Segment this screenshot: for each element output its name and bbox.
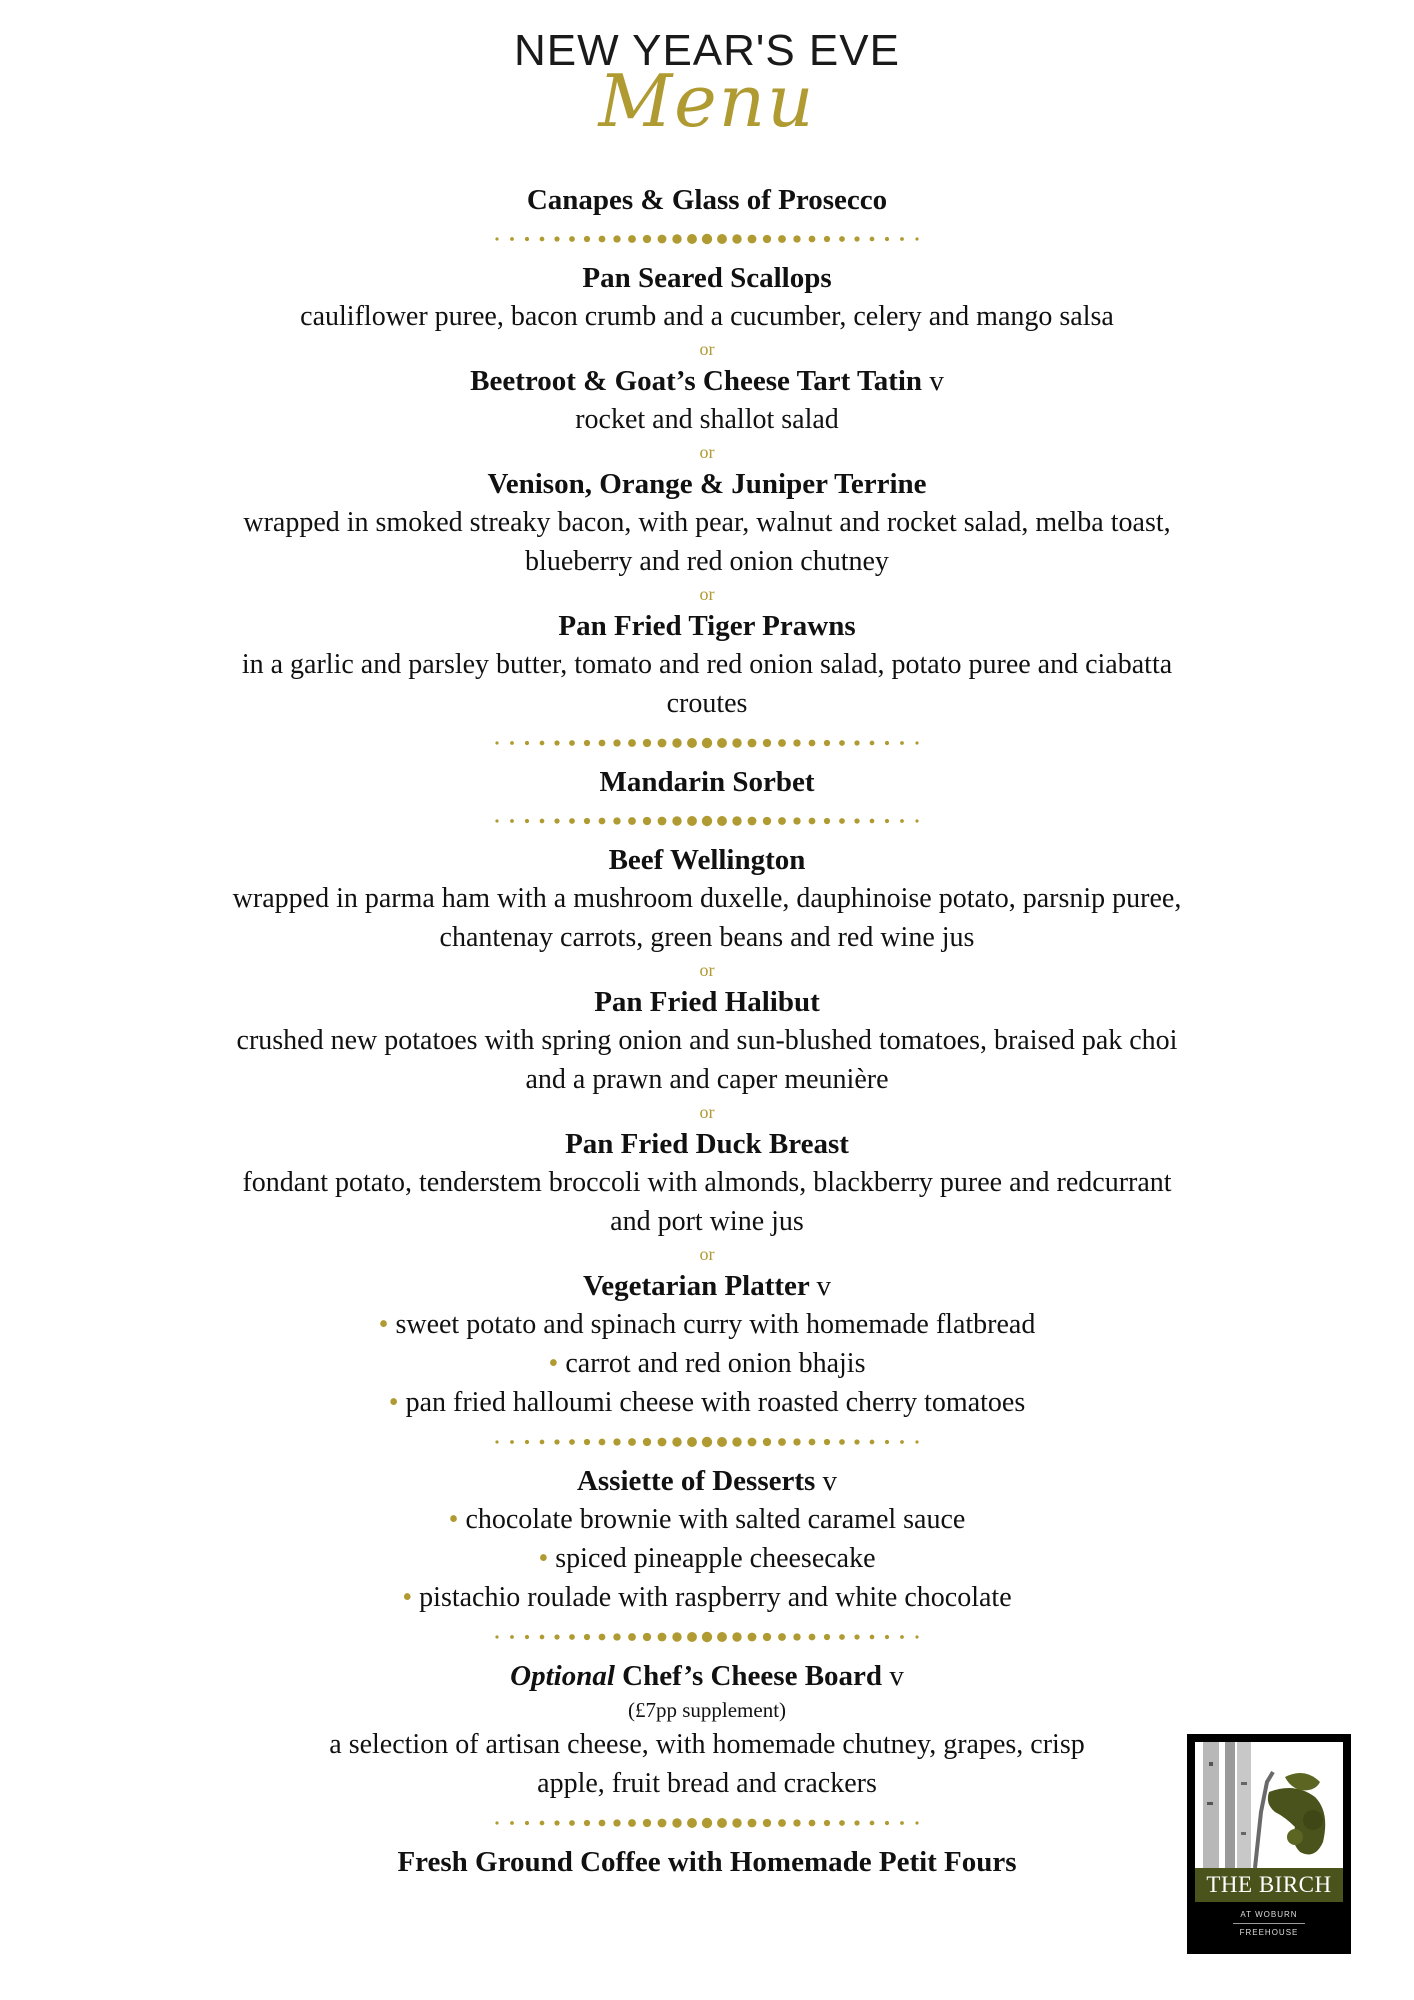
dotted-divider-icon bbox=[491, 232, 923, 246]
divider-dot bbox=[717, 234, 727, 244]
divider-dot bbox=[672, 1818, 681, 1827]
main-desc: fondant potato, tenderstem broccoli with almonds, blackberry puree and redcurrant bbox=[242, 1167, 1172, 1198]
main-desc: and port wine jus bbox=[610, 1206, 804, 1237]
menu-script-title: Menu bbox=[598, 59, 816, 143]
canapes-title: Canapes & Glass of Prosecco bbox=[526, 184, 888, 216]
divider-dot bbox=[643, 1819, 651, 1827]
divider-dot bbox=[870, 1440, 875, 1445]
divider-dot bbox=[554, 1820, 559, 1825]
divider-dot bbox=[702, 738, 712, 748]
divider-dot bbox=[525, 1635, 529, 1639]
divider-dot bbox=[658, 1633, 667, 1642]
dish-name: Beetroot & Goat’s Cheese Tart Tatin bbox=[470, 365, 923, 397]
divider-dot bbox=[643, 739, 651, 747]
dotted-divider-icon bbox=[491, 1816, 923, 1830]
divider-dot bbox=[824, 740, 830, 746]
divider-dot bbox=[525, 741, 529, 745]
divider-dot bbox=[824, 818, 830, 824]
divider-dot bbox=[510, 1821, 514, 1825]
divider-dot bbox=[628, 1438, 636, 1446]
dessert-item-text: spiced pineapple cheesecake bbox=[555, 1543, 876, 1574]
divider-dot bbox=[717, 738, 727, 748]
divider-dot bbox=[658, 739, 667, 748]
divider-dot bbox=[540, 237, 545, 242]
divider-dot bbox=[793, 1819, 800, 1826]
divider-dot bbox=[643, 1438, 651, 1446]
divider-dot bbox=[584, 236, 590, 242]
bullet-icon: • bbox=[538, 1543, 549, 1574]
divider-dot bbox=[854, 740, 859, 745]
divider-dot bbox=[915, 1635, 918, 1638]
divider-dot bbox=[854, 236, 859, 241]
vegetarian-mark: v bbox=[822, 1465, 838, 1497]
bullet-icon: • bbox=[388, 1387, 399, 1418]
supplement-note: (£7pp supplement) bbox=[627, 1698, 787, 1722]
cheese-title bbox=[0, 1657, 1414, 1695]
divider-dot bbox=[793, 739, 800, 746]
divider-dot bbox=[900, 1440, 904, 1444]
divider-dot bbox=[717, 1632, 727, 1642]
dessert-item bbox=[0, 1578, 1414, 1617]
divider-dot bbox=[824, 1820, 830, 1826]
divider-dot bbox=[870, 819, 875, 824]
dessert-title bbox=[0, 1462, 1414, 1500]
divider-dot bbox=[495, 1635, 498, 1638]
platter-item bbox=[0, 1305, 1414, 1344]
main-desc: wrapped in parma ham with a mushroom duxelle, dauphinoise potato, parsnip puree, bbox=[232, 883, 1182, 914]
starter-title: Pan Seared Scallops bbox=[582, 262, 832, 294]
divider-dot bbox=[778, 1438, 786, 1446]
divider-dot bbox=[748, 1819, 757, 1828]
dessert-item-text: chocolate brownie with salted caramel sauce bbox=[465, 1504, 966, 1535]
divider-dot bbox=[732, 1437, 741, 1446]
main-desc: chantenay carrots, green beans and red wine jus bbox=[439, 922, 975, 953]
bullet-icon: • bbox=[402, 1582, 413, 1613]
divider-dot bbox=[672, 816, 681, 825]
or-separator: or bbox=[699, 584, 715, 604]
divider-dot bbox=[900, 237, 904, 241]
divider-dot bbox=[584, 1439, 590, 1445]
divider-dot bbox=[525, 1440, 529, 1444]
divider-dot bbox=[793, 235, 800, 242]
divider-dot bbox=[569, 818, 575, 824]
divider-dot bbox=[613, 739, 620, 746]
platter-item bbox=[0, 1383, 1414, 1422]
divider-dot bbox=[839, 818, 845, 824]
divider-dot bbox=[628, 817, 636, 825]
logo-sub-line1: AT WOBURN bbox=[1240, 1910, 1298, 1919]
divider bbox=[0, 723, 1414, 763]
divider-dot bbox=[732, 738, 741, 747]
divider bbox=[0, 219, 1414, 259]
divider-dot bbox=[778, 1819, 786, 1827]
dish-name: Assiette of Desserts bbox=[576, 1465, 816, 1497]
sorbet-title: Mandarin Sorbet bbox=[599, 766, 815, 798]
page-title: NEW YEAR'S EVE bbox=[514, 26, 900, 75]
divider-dot bbox=[748, 1633, 757, 1642]
divider-dot bbox=[839, 1634, 845, 1640]
divider-dot bbox=[885, 237, 889, 241]
divider-dot bbox=[599, 236, 606, 243]
divider-dot bbox=[540, 1635, 545, 1640]
coffee-title: Fresh Ground Coffee with Homemade Petit Fours bbox=[397, 1846, 1017, 1878]
platter-item bbox=[0, 1344, 1414, 1383]
main-desc: crushed new potatoes with spring onion and sun-blushed tomatoes, braised pak choi bbox=[236, 1025, 1178, 1056]
divider-dot bbox=[658, 817, 667, 826]
cheese-desc: a selection of artisan cheese, with homemade chutney, grapes, crisp bbox=[329, 1729, 1085, 1760]
divider bbox=[0, 1617, 1414, 1657]
divider-dot bbox=[495, 1440, 498, 1443]
platter-item-text: pan fried halloumi cheese with roasted cherry tomatoes bbox=[405, 1387, 1026, 1418]
divider-dot bbox=[839, 1820, 845, 1826]
divider-dot bbox=[809, 1439, 816, 1446]
divider-dot bbox=[763, 1633, 771, 1641]
divider-dot bbox=[870, 741, 875, 746]
divider-dot bbox=[569, 236, 575, 242]
divider-dot bbox=[900, 1635, 904, 1639]
vegetarian-mark: v bbox=[929, 365, 944, 397]
logo-name: THE BIRCH bbox=[1195, 1868, 1343, 1902]
divider-dot bbox=[763, 1819, 771, 1827]
divider-dot bbox=[584, 1634, 590, 1640]
divider-dot bbox=[672, 738, 681, 747]
dotted-divider-icon bbox=[491, 814, 923, 828]
divider-dot bbox=[900, 819, 904, 823]
divider-dot bbox=[628, 235, 636, 243]
divider-dot bbox=[569, 1634, 575, 1640]
birch-logo bbox=[1187, 1734, 1351, 1954]
divider-dot bbox=[870, 237, 875, 242]
divider-dot bbox=[613, 1438, 620, 1445]
divider-dot bbox=[809, 740, 816, 747]
divider-dot bbox=[900, 741, 904, 745]
divider-dot bbox=[554, 740, 559, 745]
divider-dot bbox=[854, 818, 859, 823]
divider-dot bbox=[599, 818, 606, 825]
main-title: Pan Fried Duck Breast bbox=[565, 1128, 849, 1160]
divider-dot bbox=[793, 817, 800, 824]
divider-dot bbox=[748, 1438, 757, 1447]
platter-item-text: carrot and red onion bhajis bbox=[565, 1348, 866, 1379]
divider-dot bbox=[793, 1633, 800, 1640]
divider-dot bbox=[525, 1821, 529, 1825]
divider-dot bbox=[854, 1820, 859, 1825]
divider-dot bbox=[702, 1632, 712, 1642]
logo-sub-line2: FREEHOUSE bbox=[1239, 1928, 1299, 1937]
divider-dot bbox=[839, 740, 845, 746]
divider-dot bbox=[540, 741, 545, 746]
starter-title: Venison, Orange & Juniper Terrine bbox=[487, 468, 927, 500]
divider-dot bbox=[687, 738, 697, 748]
divider-dot bbox=[778, 1633, 786, 1641]
divider-dot bbox=[839, 1439, 845, 1445]
divider-dot bbox=[658, 1819, 667, 1828]
divider-dot bbox=[824, 236, 830, 242]
starter-desc: in a garlic and parsley butter, tomato and red onion salad, potato puree and ciabatta bbox=[241, 649, 1173, 680]
starter-desc: rocket and shallot salad bbox=[575, 404, 839, 435]
divider-dot bbox=[569, 1439, 575, 1445]
divider-dot bbox=[613, 1819, 620, 1826]
divider bbox=[0, 1422, 1414, 1462]
divider-dot bbox=[748, 235, 757, 244]
or-separator: or bbox=[699, 960, 715, 980]
divider-dot bbox=[778, 235, 786, 243]
divider-dot bbox=[643, 1633, 651, 1641]
divider-dot bbox=[915, 237, 918, 240]
divider-dot bbox=[687, 1818, 697, 1828]
divider-dot bbox=[628, 1633, 636, 1641]
divider-dot bbox=[702, 1818, 712, 1828]
divider-dot bbox=[717, 1437, 727, 1447]
divider-dot bbox=[510, 1635, 514, 1639]
bullet-icon: • bbox=[448, 1504, 459, 1535]
or-separator: or bbox=[699, 1244, 715, 1264]
dotted-divider-icon bbox=[491, 1630, 923, 1644]
divider bbox=[0, 801, 1414, 841]
dotted-divider-icon bbox=[491, 736, 923, 750]
divider-dot bbox=[569, 740, 575, 746]
divider-dot bbox=[824, 1439, 830, 1445]
divider-dot bbox=[613, 817, 620, 824]
divider-dot bbox=[809, 818, 816, 825]
divider-dot bbox=[525, 819, 529, 823]
divider-dot bbox=[763, 1438, 771, 1446]
divider-dot bbox=[809, 1820, 816, 1827]
divider-dot bbox=[732, 1632, 741, 1641]
divider-dot bbox=[540, 1440, 545, 1445]
divider-dot bbox=[643, 817, 651, 825]
divider-dot bbox=[540, 1821, 545, 1826]
divider-dot bbox=[763, 817, 771, 825]
vegetarian-mark: v bbox=[889, 1660, 904, 1692]
starter-desc: croutes bbox=[666, 688, 748, 719]
divider-dot bbox=[525, 237, 529, 241]
main-desc: and a prawn and caper meunière bbox=[525, 1064, 889, 1095]
divider-dot bbox=[554, 1439, 559, 1444]
divider-dot bbox=[717, 1818, 727, 1828]
logo-artwork bbox=[1195, 1742, 1343, 1946]
divider-dot bbox=[885, 1440, 889, 1444]
divider-dot bbox=[778, 817, 786, 825]
starter-desc: wrapped in smoked streaky bacon, with pear, walnut and rocket salad, melba toast, bbox=[243, 507, 1171, 538]
divider-dot bbox=[628, 1819, 636, 1827]
divider-dot bbox=[687, 234, 697, 244]
dessert-item bbox=[0, 1539, 1414, 1578]
divider-dot bbox=[554, 1634, 559, 1639]
or-separator: or bbox=[699, 1102, 715, 1122]
divider-dot bbox=[885, 1821, 889, 1825]
dessert-item bbox=[0, 1500, 1414, 1539]
main-title: Beef Wellington bbox=[608, 844, 806, 876]
divider-dot bbox=[554, 818, 559, 823]
divider-dot bbox=[885, 819, 889, 823]
starter-desc: blueberry and red onion chutney bbox=[525, 546, 889, 577]
divider-dot bbox=[628, 739, 636, 747]
divider-dot bbox=[870, 1635, 875, 1640]
divider-dot bbox=[717, 816, 727, 826]
divider-dot bbox=[824, 1634, 830, 1640]
divider-dot bbox=[732, 816, 741, 825]
divider-dot bbox=[687, 1632, 697, 1642]
dish-name: Chef’s Cheese Board bbox=[614, 1660, 883, 1692]
divider-dot bbox=[599, 1634, 606, 1641]
divider-dot bbox=[540, 819, 545, 824]
cheese-desc: apple, fruit bread and crackers bbox=[537, 1768, 877, 1799]
divider-dot bbox=[793, 1438, 800, 1445]
starter-title bbox=[0, 362, 1414, 400]
main-title: Pan Fried Halibut bbox=[594, 986, 820, 1018]
logo-subtitle bbox=[1195, 1902, 1343, 1946]
divider-dot bbox=[687, 816, 697, 826]
divider-dot bbox=[687, 1437, 697, 1447]
dotted-divider-icon bbox=[491, 1435, 923, 1449]
divider-dot bbox=[763, 739, 771, 747]
birch-tree-icon bbox=[1195, 1742, 1343, 1868]
divider-dot bbox=[554, 236, 559, 241]
divider-dot bbox=[732, 1818, 741, 1827]
divider-dot bbox=[672, 234, 681, 243]
divider-dot bbox=[613, 1633, 620, 1640]
divider-dot bbox=[495, 1821, 498, 1824]
starter-desc: cauliflower puree, bacon crumb and a cucumber, celery and mango salsa bbox=[300, 301, 1114, 332]
divider-dot bbox=[495, 819, 498, 822]
main-title bbox=[0, 1267, 1414, 1305]
divider-dot bbox=[599, 740, 606, 747]
divider-dot bbox=[672, 1437, 681, 1446]
divider-dot bbox=[915, 741, 918, 744]
divider-dot bbox=[584, 1820, 590, 1826]
bullet-icon: • bbox=[378, 1309, 389, 1340]
divider-dot bbox=[702, 816, 712, 826]
divider-dot bbox=[900, 1821, 904, 1825]
or-separator: or bbox=[699, 339, 715, 359]
divider-dot bbox=[885, 1635, 889, 1639]
divider-dot bbox=[915, 819, 918, 822]
divider-dot bbox=[748, 739, 757, 748]
divider-dot bbox=[613, 235, 620, 242]
divider-dot bbox=[809, 236, 816, 243]
divider-dot bbox=[658, 1438, 667, 1447]
divider-dot bbox=[510, 819, 514, 823]
divider-dot bbox=[495, 741, 498, 744]
divider-dot bbox=[672, 1632, 681, 1641]
divider-dot bbox=[854, 1439, 859, 1444]
divider-dot bbox=[702, 1437, 712, 1447]
divider-dot bbox=[763, 235, 771, 243]
dish-name: Vegetarian Platter bbox=[582, 1270, 810, 1302]
logo-rule bbox=[1233, 1923, 1305, 1924]
divider-dot bbox=[870, 1821, 875, 1826]
divider-dot bbox=[658, 235, 667, 244]
divider-dot bbox=[510, 1440, 514, 1444]
divider-dot bbox=[569, 1820, 575, 1826]
starter-title: Pan Fried Tiger Prawns bbox=[558, 610, 856, 642]
platter-item-text: sweet potato and spinach curry with homemade flatbread bbox=[395, 1309, 1036, 1340]
divider-dot bbox=[778, 739, 786, 747]
divider-dot bbox=[839, 236, 845, 242]
divider-dot bbox=[643, 235, 651, 243]
dessert-item-text: pistachio roulade with raspberry and white chocolate bbox=[419, 1582, 1012, 1613]
divider-dot bbox=[599, 1439, 606, 1446]
optional-label: Optional bbox=[510, 1660, 615, 1692]
divider-dot bbox=[854, 1634, 859, 1639]
menu-header bbox=[0, 24, 1414, 143]
divider-dot bbox=[702, 234, 712, 244]
or-separator: or bbox=[699, 442, 715, 462]
divider-dot bbox=[915, 1440, 918, 1443]
divider-dot bbox=[584, 740, 590, 746]
divider-dot bbox=[809, 1634, 816, 1641]
divider-dot bbox=[599, 1820, 606, 1827]
divider-dot bbox=[510, 237, 514, 241]
divider-dot bbox=[748, 817, 757, 826]
divider-dot bbox=[732, 234, 741, 243]
divider-dot bbox=[510, 741, 514, 745]
divider-dot bbox=[885, 741, 889, 745]
divider-dot bbox=[495, 237, 498, 240]
vegetarian-mark: v bbox=[816, 1270, 832, 1302]
bullet-icon: • bbox=[548, 1348, 559, 1379]
divider-dot bbox=[584, 818, 590, 824]
divider-dot bbox=[915, 1821, 918, 1824]
menu-body bbox=[0, 181, 1414, 1881]
